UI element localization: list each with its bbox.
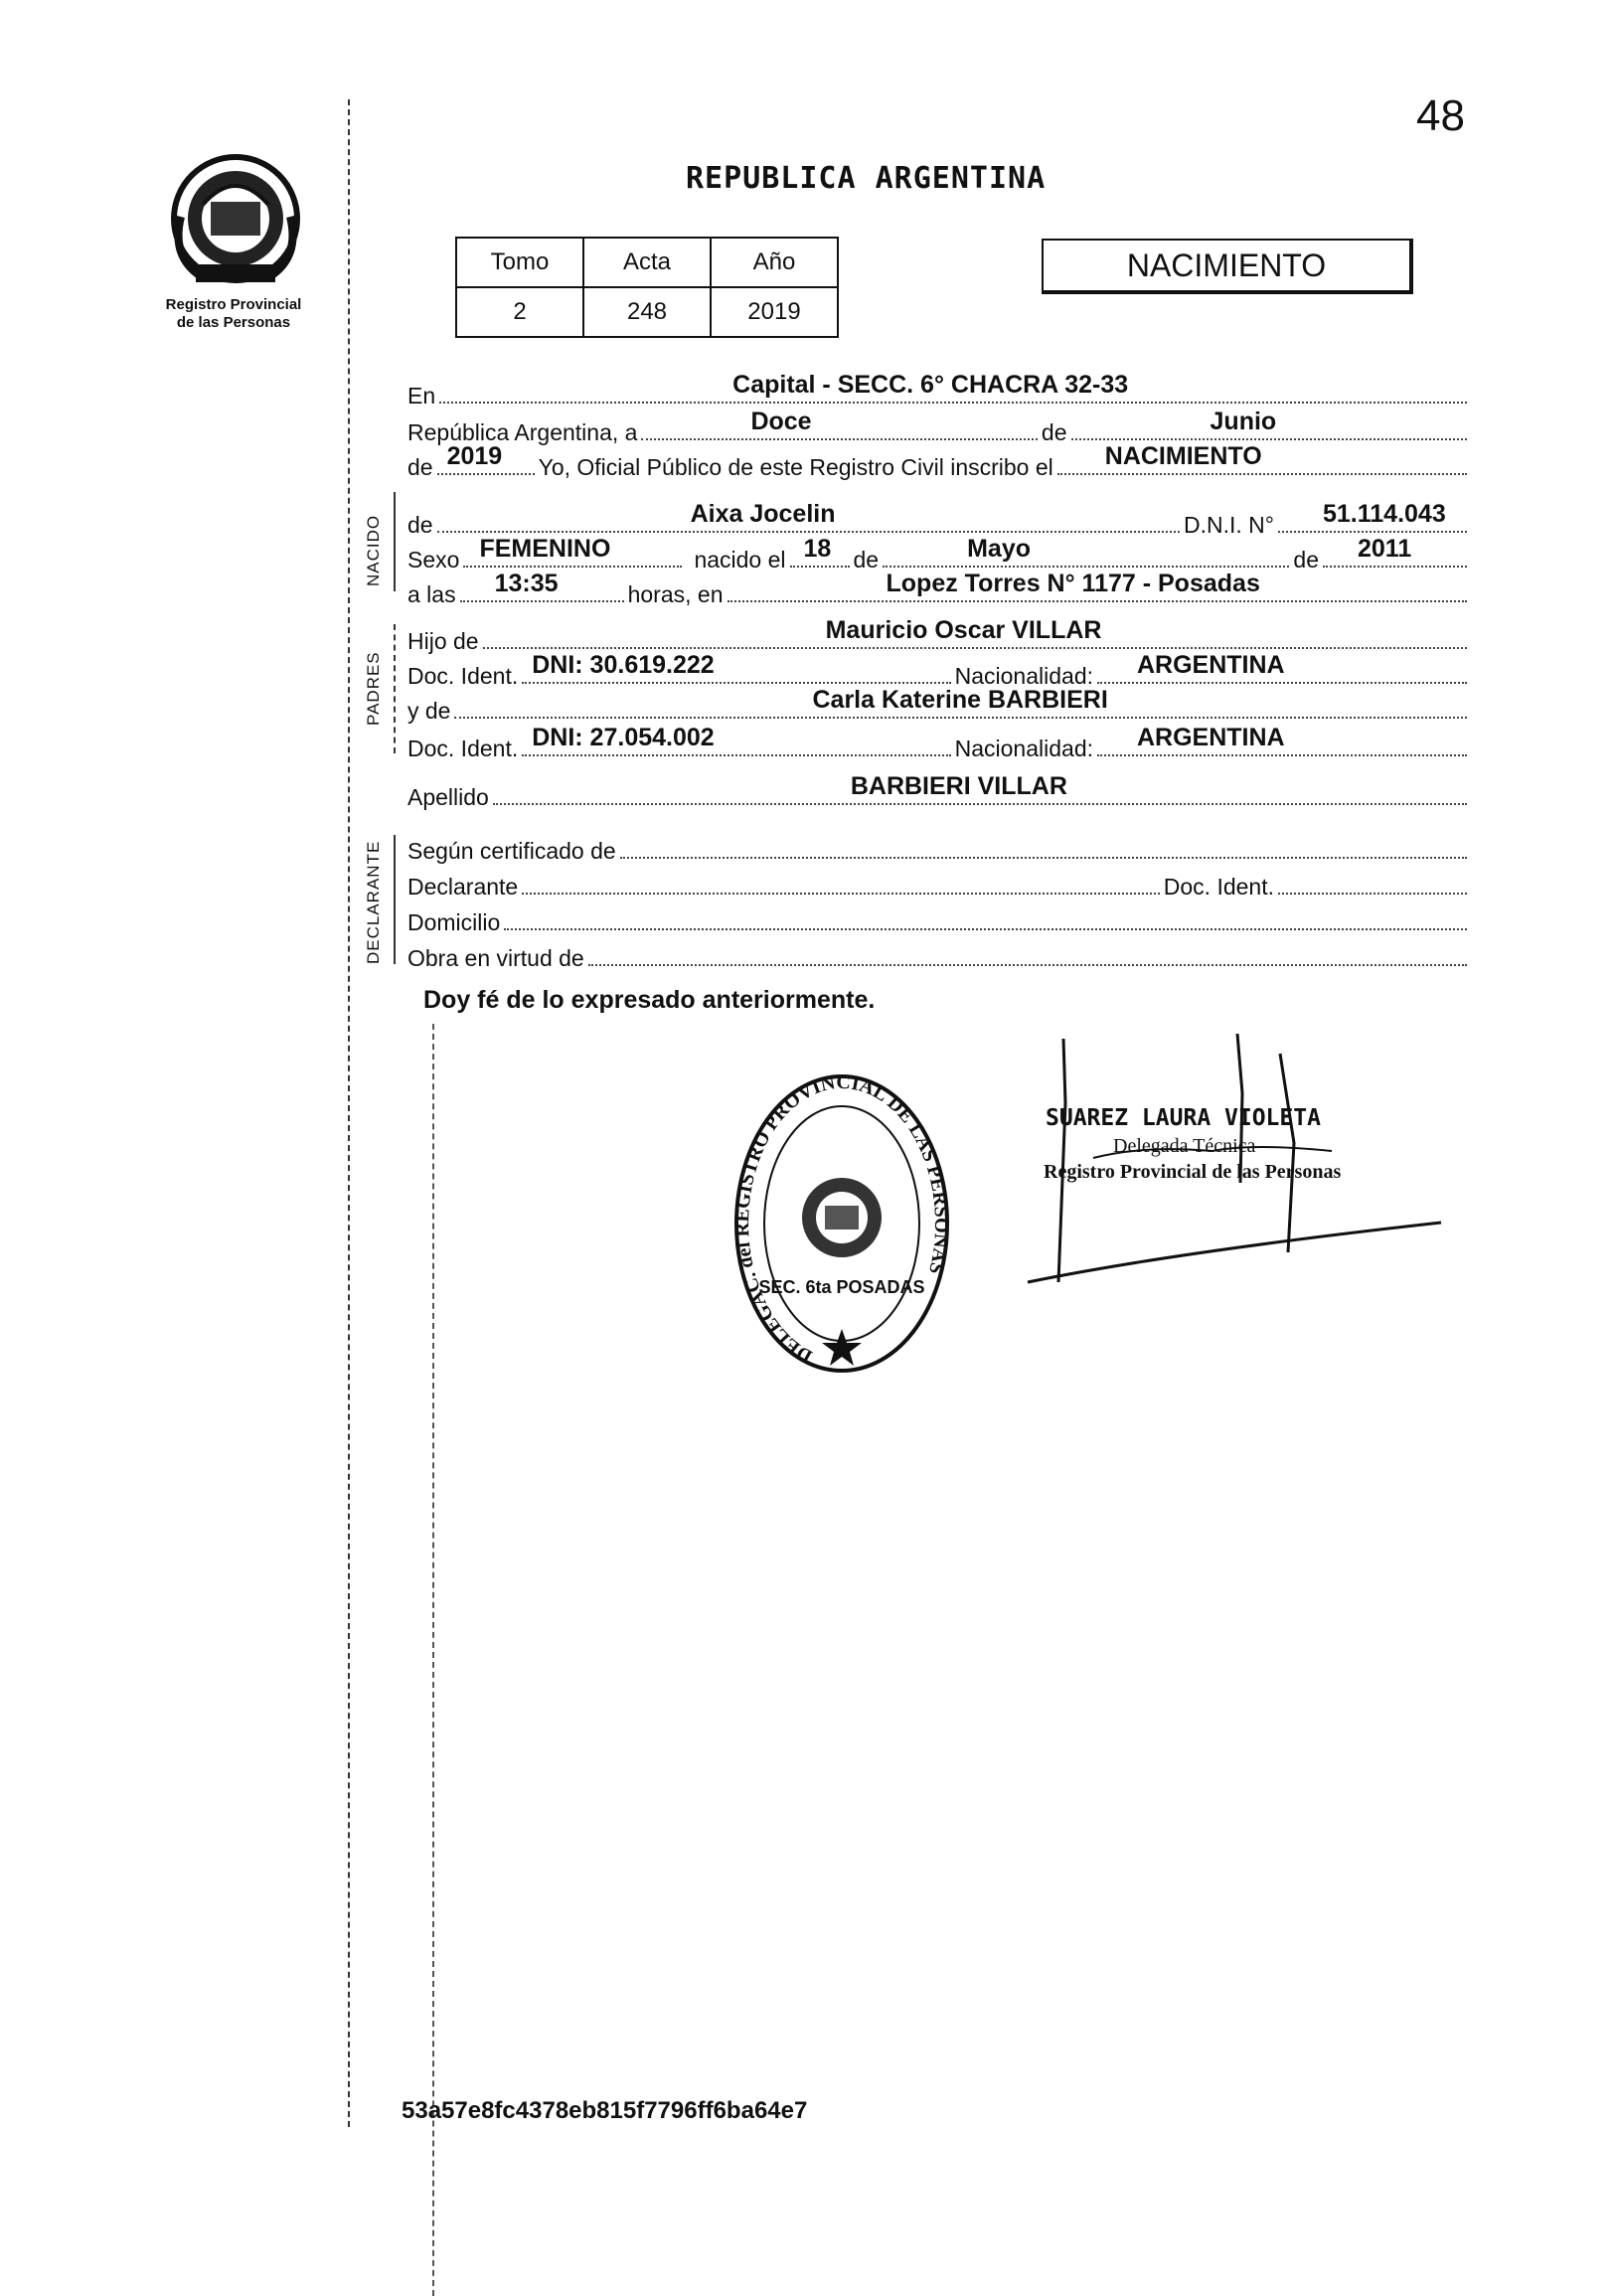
day-value: Doce xyxy=(750,408,812,435)
address-field xyxy=(728,570,1468,602)
address-value: Lopez Torres N° 1177 - Posadas xyxy=(886,570,1260,597)
dni-value: 51.114.043 xyxy=(1323,500,1446,528)
page-number: 48 xyxy=(1416,91,1465,140)
born-month-value: Mayo xyxy=(967,535,1032,563)
acta-header: Acta xyxy=(583,238,711,287)
register-table-header-row xyxy=(456,238,838,287)
side-label-born: NACIDO xyxy=(364,514,383,586)
sex-row xyxy=(407,535,1471,574)
year-label: de xyxy=(407,454,433,480)
born-day-value: 18 xyxy=(803,535,832,563)
time-field xyxy=(460,570,624,602)
sidebar-divider-parents xyxy=(394,624,396,753)
registry-text: Yo, Oficial Público de este Registro Civil inscribo el xyxy=(538,454,1053,480)
father-nationality-field xyxy=(1097,651,1467,684)
anio-value: 2019 xyxy=(711,287,838,337)
father-doc-row xyxy=(407,651,1471,690)
mother-doc-row xyxy=(407,724,1471,762)
mother-doc-label: Doc. Ident. xyxy=(407,736,519,761)
name-value: Aixa Jocelin xyxy=(690,500,836,528)
side-label-parents: PADRES xyxy=(364,651,383,726)
acta-value: 248 xyxy=(583,287,711,337)
name-row xyxy=(407,500,1471,539)
stamp-star-icon xyxy=(822,1329,862,1366)
mother-doc-value: DNI: 27.054.002 xyxy=(532,724,715,751)
father-doc-label: Doc. Ident. xyxy=(407,663,519,689)
born-year-label: de xyxy=(1293,547,1319,573)
time-row xyxy=(407,570,1471,608)
month-field xyxy=(1071,408,1467,440)
certificate-field xyxy=(620,831,1467,859)
date-row xyxy=(407,408,1471,446)
dni-field xyxy=(1278,500,1467,533)
provincial-seal-logo xyxy=(161,147,310,296)
domicile-label: Domicilio xyxy=(407,909,501,935)
surname-field xyxy=(493,772,1467,805)
anio-header: Año xyxy=(711,238,838,287)
tomo-header: Tomo xyxy=(456,238,583,287)
born-year-value: 2011 xyxy=(1358,535,1412,563)
father-nationality-value: ARGENTINA xyxy=(1137,651,1285,679)
mother-nationality-field xyxy=(1097,724,1467,756)
signatory-name: SUAREZ LAURA VIOLETA xyxy=(1046,1105,1321,1131)
father-nationality-label: Nacionalidad: xyxy=(954,663,1093,689)
sex-field xyxy=(463,535,682,568)
mother-doc-field xyxy=(522,724,950,756)
name-label: de xyxy=(407,512,433,538)
father-row xyxy=(407,616,1471,655)
registry-value: NACIMIENTO xyxy=(1104,442,1262,470)
closing-statement: Doy fé de lo expresado anteriormente. xyxy=(423,986,876,1014)
place-label: En xyxy=(407,383,436,409)
domicile-row xyxy=(407,902,1471,936)
certificate-row xyxy=(407,831,1471,865)
declarant-label: Declarante xyxy=(407,874,519,900)
hours-label: horas, en xyxy=(627,581,724,607)
sidebar-divider-declarant xyxy=(394,835,396,964)
acting-row xyxy=(407,938,1471,972)
official-stamp xyxy=(731,1068,952,1379)
mother-nationality-value: ARGENTINA xyxy=(1137,724,1285,751)
month-label: de xyxy=(1041,419,1067,445)
dni-label: D.N.I. N° xyxy=(1184,512,1274,538)
born-label: nacido el xyxy=(694,547,786,573)
father-name-value: Mauricio Oscar VILLAR xyxy=(825,616,1102,644)
acting-field xyxy=(588,938,1467,966)
tomo-value: 2 xyxy=(456,287,583,337)
signatory-role: Delegada Técnica xyxy=(1113,1135,1256,1157)
year-value: 2019 xyxy=(446,442,503,470)
register-table-value-row xyxy=(456,287,838,337)
stamp-ring-text: DELEGAC. del REGISTRO PROVINCIAL DE LAS PERSONAS xyxy=(731,1070,952,1368)
year-field xyxy=(437,442,535,475)
margin-line xyxy=(348,99,350,2127)
father-doc-field xyxy=(522,651,950,684)
declarant-doc-field xyxy=(1278,867,1467,895)
surname-label: Apellido xyxy=(407,784,489,810)
logo-caption-line2: de las Personas xyxy=(176,314,291,331)
declarant-doc-label: Doc. Ident. xyxy=(1163,874,1274,900)
registry-row xyxy=(407,442,1471,481)
and-label: y de xyxy=(407,698,451,724)
month-value: Junio xyxy=(1210,408,1277,435)
registry-field xyxy=(1057,442,1467,475)
born-month-field xyxy=(883,535,1289,568)
place-value: Capital - SECC. 6° CHACRA 32-33 xyxy=(732,371,1129,399)
declarant-field xyxy=(522,867,1160,895)
born-month-label: de xyxy=(853,547,880,573)
document-type-box: NACIMIENTO xyxy=(1042,239,1413,294)
sex-label: Sexo xyxy=(407,547,460,573)
document-title: REPUBLICA ARGENTINA xyxy=(686,161,1047,196)
logo-caption xyxy=(134,296,333,332)
son-of-label: Hijo de xyxy=(407,628,479,654)
born-year-field xyxy=(1323,535,1467,568)
time-label: a las xyxy=(407,581,456,607)
logo-caption-line1: Registro Provincial xyxy=(165,296,302,313)
day-field xyxy=(641,408,1037,440)
mother-name-value: Carla Katerine BARBIERI xyxy=(812,686,1108,714)
mother-name-field xyxy=(454,686,1467,719)
surname-row xyxy=(407,772,1471,811)
father-doc-value: DNI: 30.619.222 xyxy=(532,651,715,679)
signatory-organization: Registro Provincial de las Personas xyxy=(1044,1161,1342,1183)
place-field xyxy=(439,371,1467,404)
certificate-label: Según certificado de xyxy=(407,838,616,864)
father-name-field xyxy=(483,616,1467,649)
mother-nationality-label: Nacionalidad: xyxy=(954,736,1093,761)
sex-value: FEMENINO xyxy=(479,535,611,563)
mother-row xyxy=(407,686,1471,725)
sidebar-divider-born xyxy=(394,492,396,591)
country-label: República Argentina, a xyxy=(407,419,638,445)
place-row xyxy=(407,371,1471,410)
declarant-row xyxy=(407,867,1471,901)
surname-value: BARBIERI VILLAR xyxy=(850,772,1067,800)
domicile-field xyxy=(504,902,1467,930)
time-value: 13:35 xyxy=(494,570,559,597)
stamp-inner-text: SEC. 6ta POSADAS xyxy=(758,1277,925,1297)
born-day-field xyxy=(790,535,850,568)
document-hash: 53a57e8fc4378eb815f7796ff6ba64e7 xyxy=(402,2097,808,2124)
name-field xyxy=(437,500,1180,533)
register-table xyxy=(455,237,839,338)
side-label-declarant: DECLARANTE xyxy=(364,840,383,964)
acting-label: Obra en virtud de xyxy=(407,945,584,971)
